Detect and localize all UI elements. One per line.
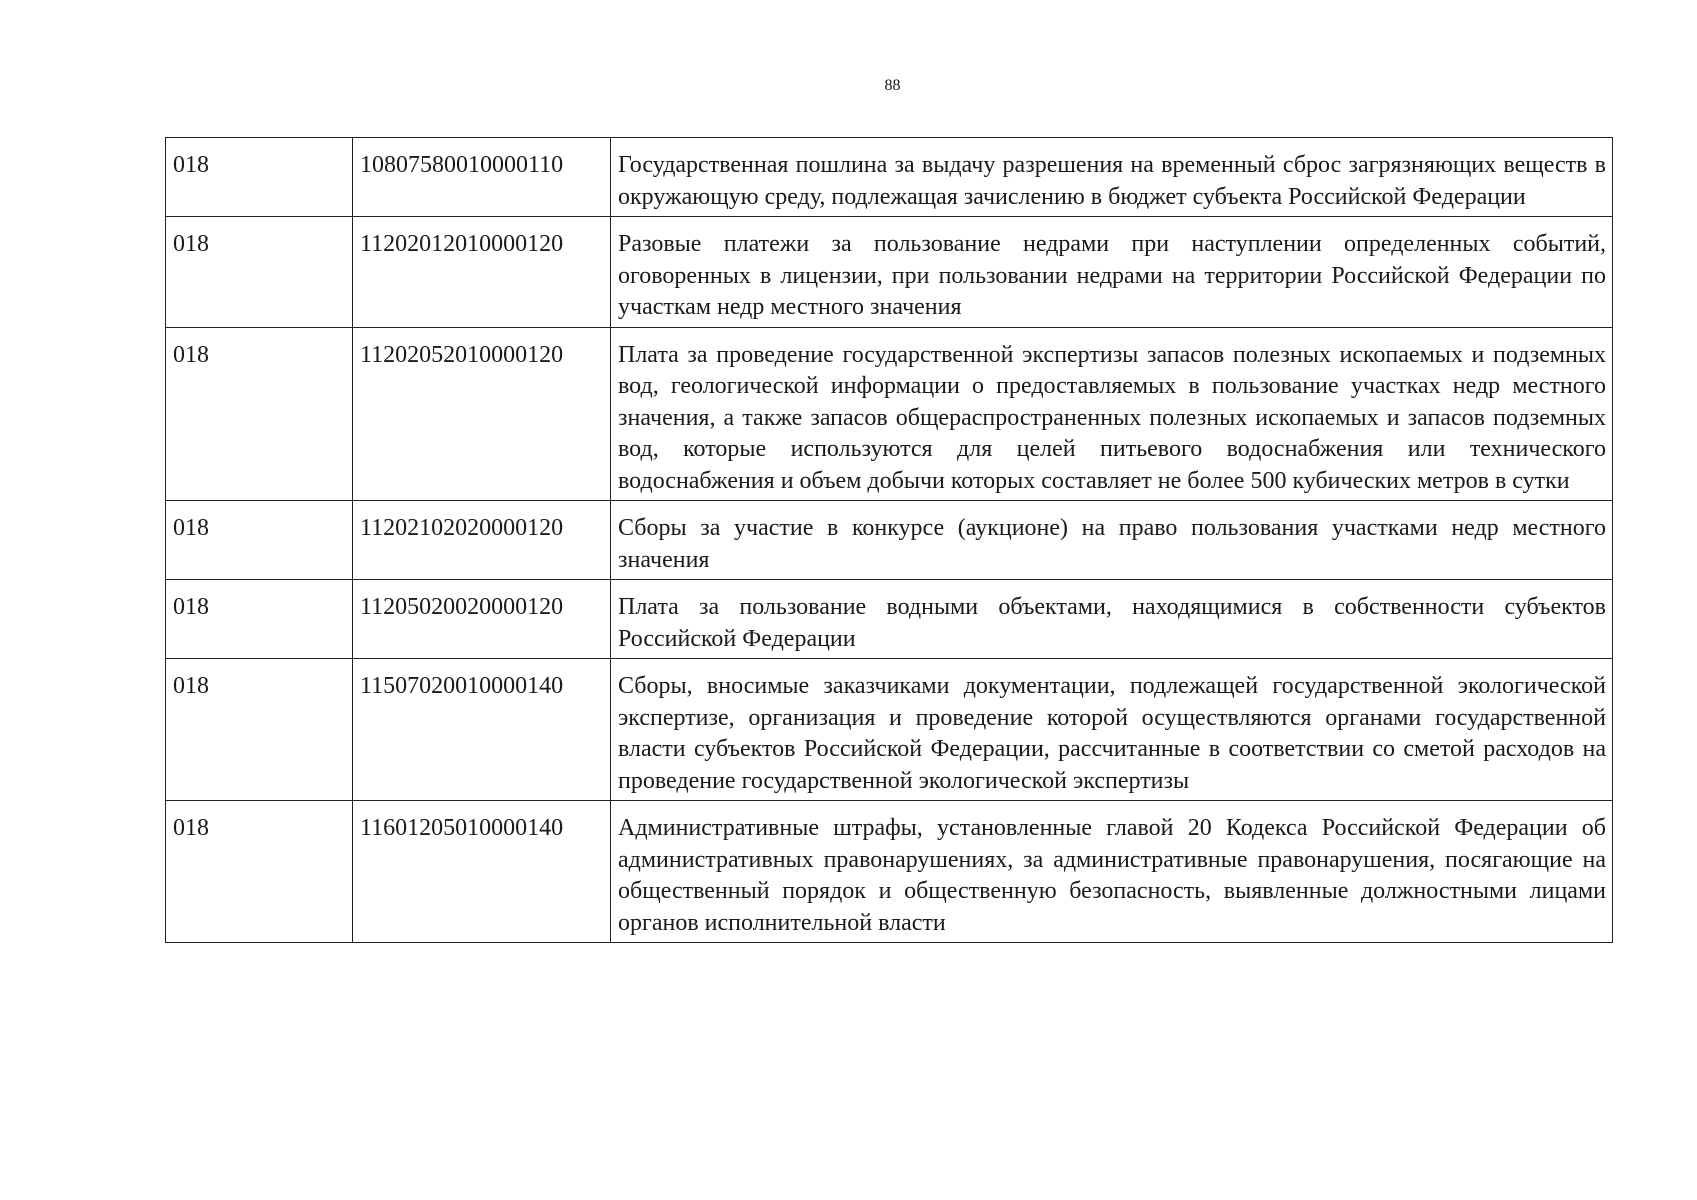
kbk-code-cell: 11202102020000120 — [353, 501, 611, 580]
description-cell: Сборы, вносимые заказчиками документации, подлежащей государственной экологической экспертизе, организация и проведение которой осуществляются органами государственной власти субъектов Российской Федерации, рассчитанные в соответствии со сметой расходов на проведение государственной экологической экспертизы — [611, 659, 1613, 801]
admin-code-cell: 018 — [166, 327, 353, 501]
admin-code-cell: 018 — [166, 659, 353, 801]
description-cell: Разовые платежи за пользование недрами при наступлении определенных событий, оговоренных в лицензии, при пользовании недрами на территории Российской Федерации по участкам недр местного значения — [611, 217, 1613, 328]
budget-codes-table — [165, 137, 1613, 943]
page-number: 88 — [884, 77, 901, 94]
table-row — [166, 327, 1613, 501]
kbk-code-cell: 10807580010000110 — [353, 138, 611, 217]
description-cell: Государственная пошлина за выдачу разрешения на временный сброс загрязняющих веществ в окружающую среду, подлежащая зачислению в бюджет субъекта Российской Федерации — [611, 138, 1613, 217]
kbk-code-cell: 11205020020000120 — [353, 580, 611, 659]
kbk-code-cell: 11202052010000120 — [353, 327, 611, 501]
table-row — [166, 217, 1613, 328]
table-body — [166, 138, 1613, 943]
admin-code-cell: 018 — [166, 801, 353, 943]
description-cell: Плата за проведение государственной экспертизы запасов полезных ископаемых и подземных вод, геологической информации о предоставляемых в пользование участках недр местного значения, а также запасов общераспространенных полезных ископаемых и запасов подземных вод, которые используются для целей питьевого водоснабжения или технического водоснабжения и объем добычи которых составляет не более 500 кубических метров в сутки — [611, 327, 1613, 501]
description-cell: Плата за пользование водными объектами, находящимися в собственности субъектов Российской Федерации — [611, 580, 1613, 659]
table-row — [166, 801, 1613, 943]
table-row — [166, 138, 1613, 217]
kbk-code-cell: 11202012010000120 — [353, 217, 611, 328]
kbk-code-cell: 11601205010000140 — [353, 801, 611, 943]
admin-code-cell: 018 — [166, 501, 353, 580]
table-row — [166, 580, 1613, 659]
admin-code-cell: 018 — [166, 580, 353, 659]
table-row — [166, 659, 1613, 801]
table-row — [166, 501, 1613, 580]
admin-code-cell: 018 — [166, 138, 353, 217]
kbk-code-cell: 11507020010000140 — [353, 659, 611, 801]
description-cell: Сборы за участие в конкурсе (аукционе) на право пользования участками недр местного значения — [611, 501, 1613, 580]
description-cell: Административные штрафы, установленные главой 20 Кодекса Российской Федерации об административных правонарушениях, за административные правонарушения, посягающие на общественный порядок и общественную безопасность, выявленные должностными лицами органов исполнительной власти — [611, 801, 1613, 943]
admin-code-cell: 018 — [166, 217, 353, 328]
